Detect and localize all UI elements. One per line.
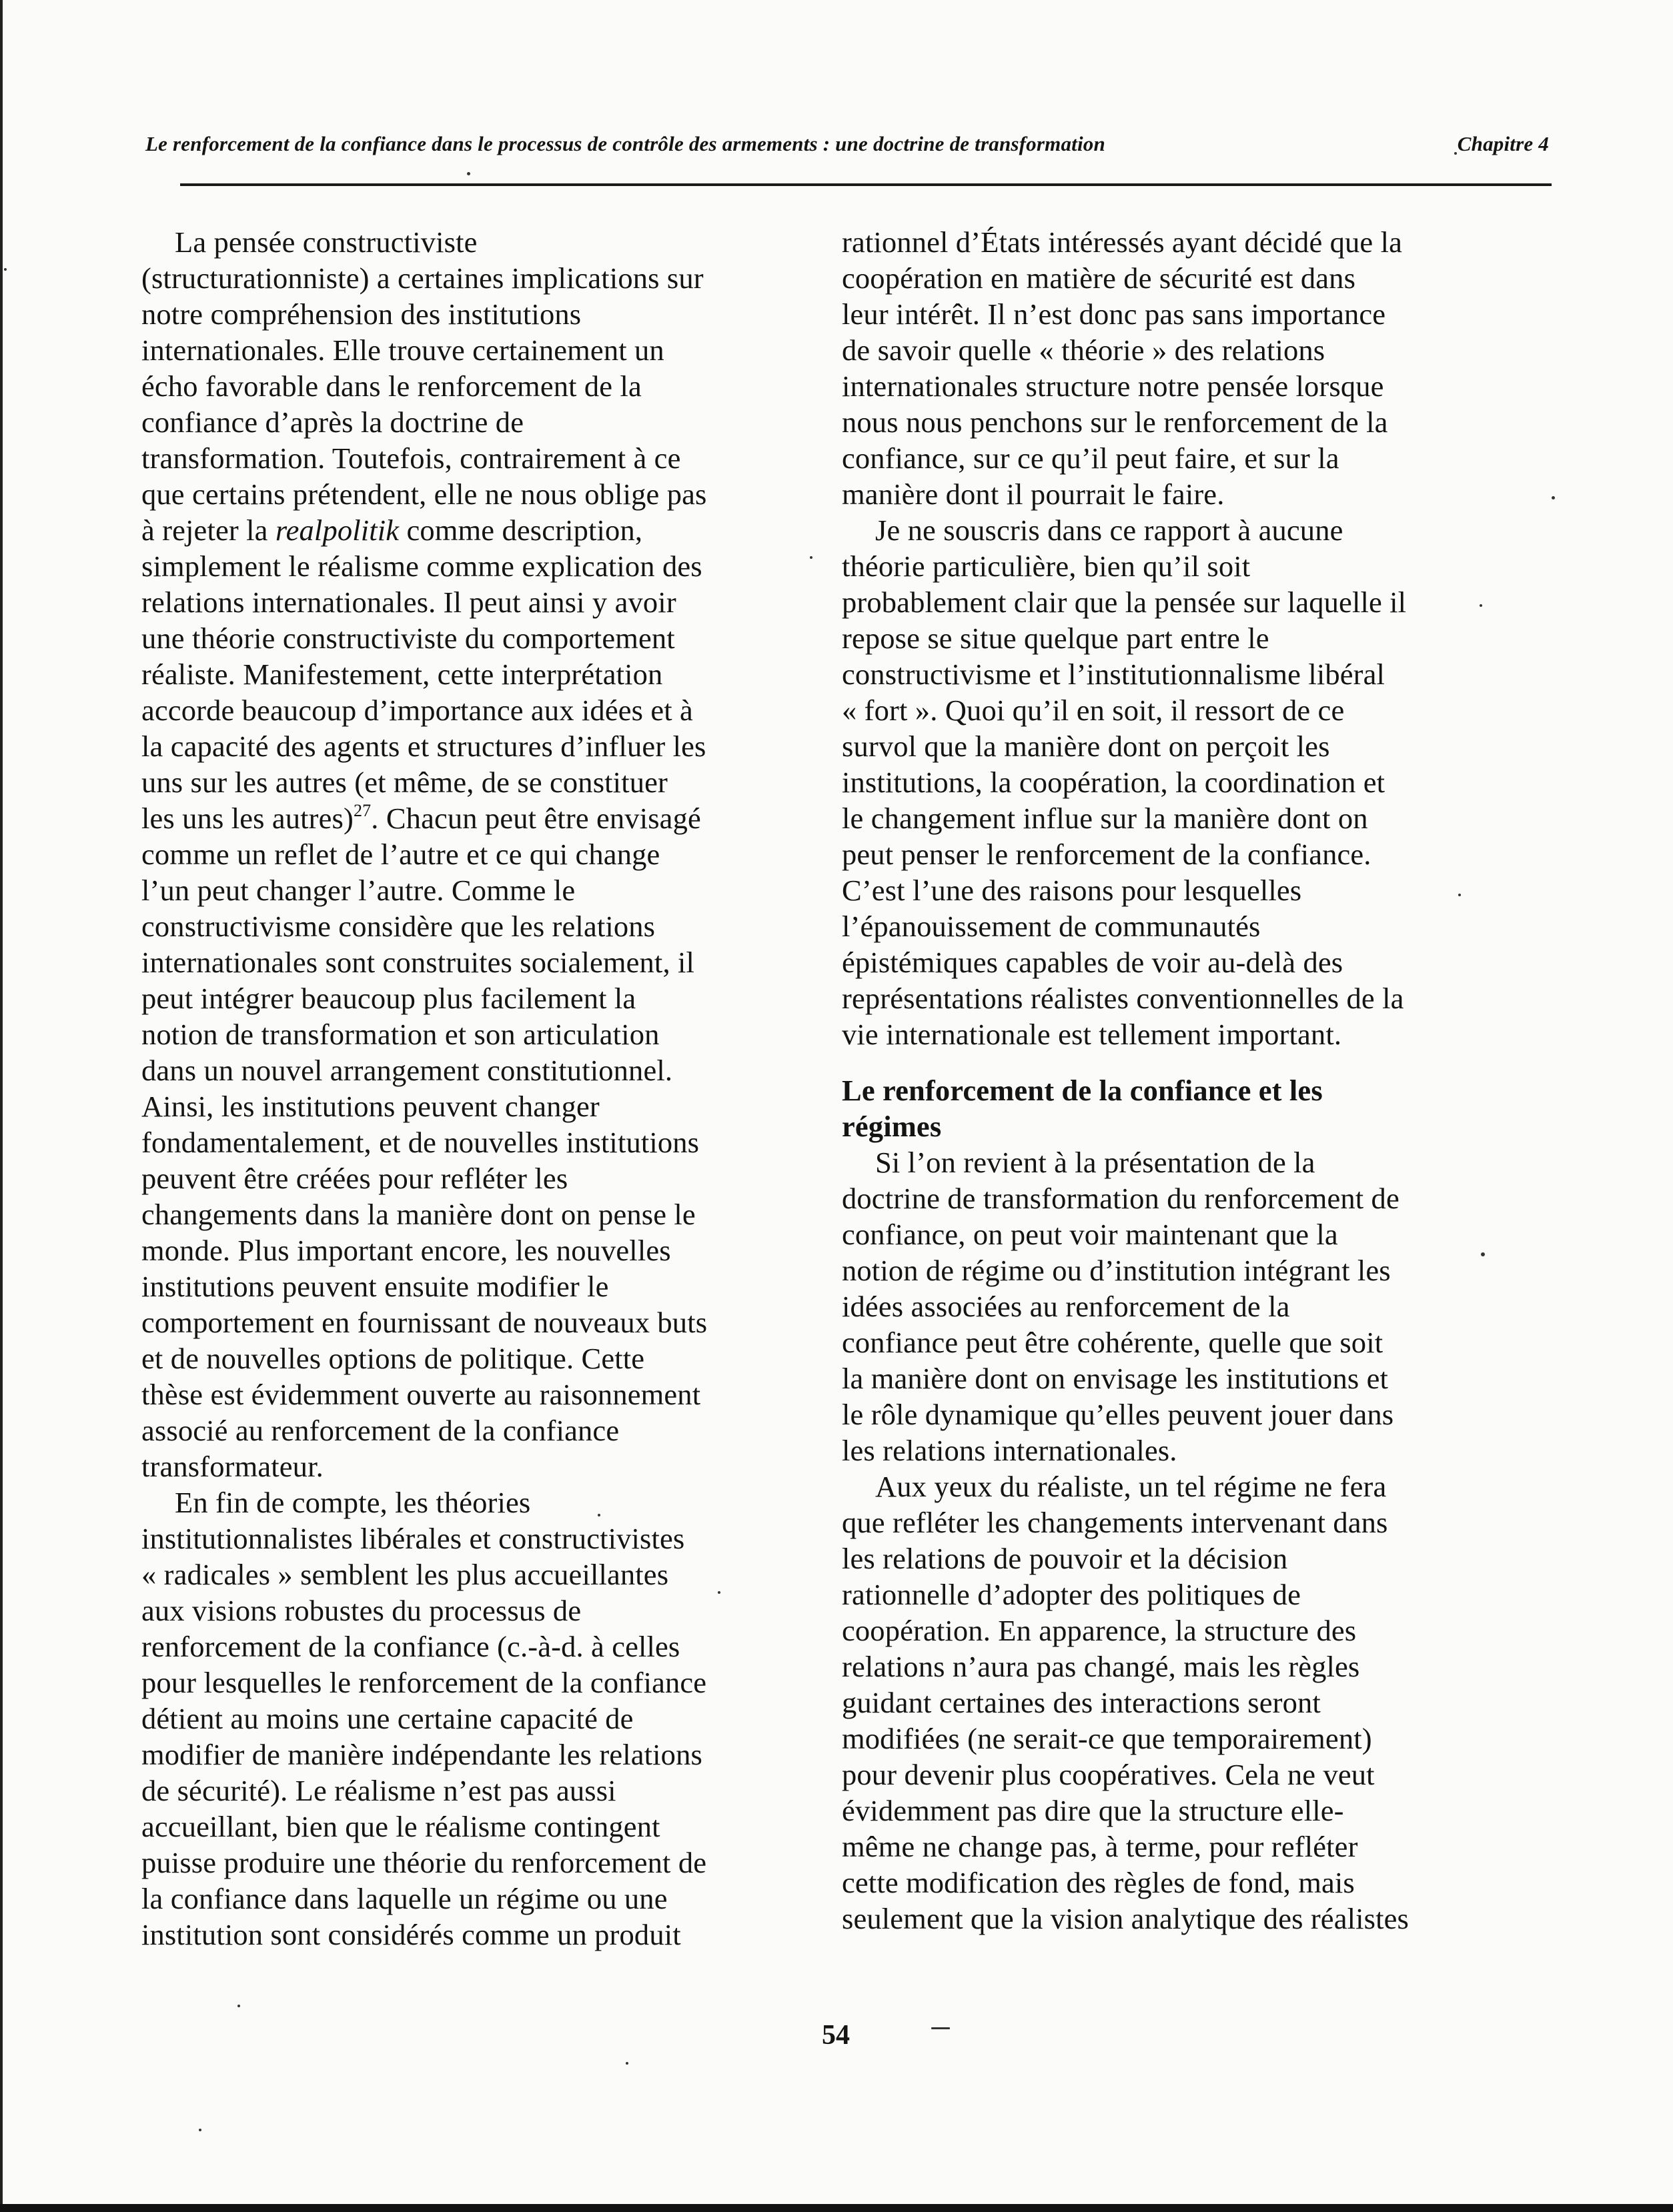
scan-speck [199,2129,201,2131]
text-line: uns sur les autres (et même, de se constituer [141,766,668,799]
text-line: la capacité des agents et structures d’influer les [141,730,706,763]
text-line: (structurationniste) a certaines implications sur [141,261,704,295]
text-line: idées associées au renforcement de la [842,1290,1290,1323]
text-line: « fort ». Quoi qu’il en soit, il ressort de ce [842,694,1345,727]
left-column [141,224,742,1953]
text-line: puisse produire une théorie du renforcement de [141,1846,707,1879]
right-column [842,224,1469,1937]
text-line: modifier de manière indépendante les relations [141,1738,702,1771]
scan-bottom-edge [0,2204,1673,2212]
running-title: Le renforcement de la confiance dans le processus de contrôle des armements : une doctrine de transformation [145,132,1105,155]
text-line: théorie particulière, bien qu’il soit [842,549,1251,583]
text-line: que refléter les changements intervenant dans [842,1506,1388,1539]
text-line: cette modification des règles de fond, mais [842,1866,1355,1899]
text-line: internationales. Elle trouve certainement un [141,333,664,367]
footnote-ref: 27 [353,801,372,820]
text-line: La pensée constructiviste [175,225,478,259]
text-line: accueillant, bien que le réalisme contingent [141,1810,660,1843]
text-line: Je ne souscris dans ce rapport à aucune [875,513,1343,547]
scan-speck [4,268,7,271]
text-line: Aux yeux du réaliste, un tel régime ne fera [875,1470,1387,1503]
text-line [141,512,742,548]
text-line: simplement le réalisme comme explication des [141,549,702,583]
text-line: nous nous penchons sur le renforcement de la [842,405,1388,439]
text-line: relations n’aura pas changé, mais les règles [842,1650,1360,1683]
text-line: survol que la manière dont on perçoit les [842,730,1330,763]
text-line: Si l’on revient à la présentation de la [875,1146,1315,1179]
text-line: de savoir quelle « théorie » des relations [842,333,1325,367]
text-line: repose se situe quelque part entre le [842,622,1269,655]
text-line: comme un reflet de l’autre et ce qui change [141,838,660,871]
text-line: une théorie constructiviste du comportement [141,622,675,655]
text-line: aux visions robustes du processus de [141,1594,582,1627]
text-line: l’épanouissement de communautés [842,910,1261,943]
text-line: peut intégrer beaucoup plus facilement la [141,982,636,1015]
text-line: probablement clair que la pensée sur laquelle il [842,586,1407,619]
text-line: institutions peuvent ensuite modifier le [141,1270,609,1303]
chapter-label: Chapitre 4 [1457,132,1549,155]
text-line: confiance peut être cohérente, quelle que soit [842,1326,1383,1359]
text-line: pour devenir plus coopératives. Cela ne veut [842,1758,1375,1791]
text-line: même ne change pas, à terme, pour refléter [842,1830,1358,1863]
text-run: les uns les autres) [141,802,354,835]
text-line: leur intérêt. Il n’est donc pas sans importance [842,297,1386,331]
text-line: thèse est évidemment ouverte au raisonnement [141,1378,701,1411]
text-line: coopération. En apparence, la structure des [842,1614,1357,1647]
text-line: renforcement de la confiance (c.-à-d. à celles [141,1630,680,1663]
text-line: transformateur. [141,1450,324,1483]
text-line: rationnelle d’adopter des politiques de [842,1578,1301,1611]
text-line: seulement que la vision analytique des réalistes [842,1902,1409,1935]
text-line: de sécurité). Le réalisme n’est pas aussi [141,1774,616,1807]
text-line: dans un nouvel arrangement constitutionnel. [141,1054,673,1087]
text-line: institutionnalistes libérales et constructivistes [141,1522,685,1555]
text-line: changements dans la manière dont on pense le [141,1198,696,1231]
text-line: modifiées (ne serait-ce que temporairement) [842,1722,1372,1755]
text-line: détient au moins une certaine capacité de [141,1702,634,1735]
scan-speck [1480,604,1482,607]
text-line: notre compréhension des institutions [141,297,582,331]
text-line: associé au renforcement de la confiance [141,1414,620,1447]
text-line: transformation. Toutefois, contrairement à ce [141,441,681,475]
text-line: « radicales » semblent les plus accueillantes [141,1558,669,1591]
scan-speck [1552,496,1555,499]
text-line: la confiance dans laquelle un régime ou une [141,1882,668,1915]
scan-speck [598,1514,600,1516]
scan-speck [1454,152,1457,155]
text-line: coopération en matière de sécurité est dans [842,261,1356,295]
text-line: l’un peut changer l’autre. Comme le [141,874,576,907]
section-spacer [842,1052,1469,1072]
italic-term: realpolitik [275,513,400,547]
text-line: rationnel d’États intéressés ayant décidé que la [842,225,1403,259]
text-line: notion de transformation et son articulation [141,1018,660,1051]
text-line: vie internationale est tellement important. [842,1018,1342,1051]
text-line: constructivisme considère que les relations [141,910,656,943]
scan-speck [810,556,812,559]
scan-speck [1458,894,1461,896]
text-line: constructivisme et l’institutionnalisme libéral [842,658,1385,691]
text-line: réaliste. Manifestement, cette interprétation [141,658,663,691]
text-line: évidemment pas dire que la structure elle- [842,1794,1344,1827]
text-line: fondamentalement, et de nouvelles institutions [141,1126,700,1159]
text-line: monde. Plus important encore, les nouvelles [141,1234,671,1267]
text-line: représentations réalistes conventionnelles de la [842,982,1404,1015]
text-line: manière dont il pourrait le faire. [842,477,1225,511]
text-line: C’est l’une des raisons pour lesquelles [842,874,1302,907]
text-line: peuvent être créées pour refléter les [141,1162,568,1195]
text-line: institutions, la coopération, la coordination et [842,766,1385,799]
text-run: . Chacun peut être envisagé [371,802,701,835]
text-run: comme description, [399,513,643,547]
text-line: pour lesquelles le renforcement de la confiance [141,1666,707,1699]
text-line [141,800,742,836]
text-run: à rejeter la [141,513,275,547]
text-line: Ainsi, les institutions peuvent changer [141,1090,600,1123]
text-line: internationales structure notre pensée lorsque [842,369,1384,403]
text-line: confiance, sur ce qu’il peut faire, et sur la [842,441,1339,475]
scan-speck [467,172,470,175]
scan-speck [626,2062,628,2065]
text-line: accorde beaucoup d’importance aux idées et à [141,694,693,727]
text-line: confiance, on peut voir maintenant que la [842,1218,1338,1251]
scan-speck [237,2005,240,2007]
section-heading: régimes [842,1110,942,1143]
text-line: relations internationales. Il peut ainsi y avoir [141,586,676,619]
text-line: institution sont considérés comme un produit [141,1918,681,1951]
text-line: peut penser le renforcement de la confiance. [842,838,1371,871]
text-line: En fin de compte, les théories [175,1486,531,1519]
text-line: guidant certaines des interactions seront [842,1686,1321,1719]
text-line: comportement en fournissant de nouveaux buts [141,1306,708,1339]
scan-speck [931,2027,950,2029]
text-line: écho favorable dans le renforcement de la [141,369,642,403]
text-line: internationales sont construites socialement, il [141,946,695,979]
scan-speck [718,1591,720,1594]
text-line: et de nouvelles options de politique. Cette [141,1342,645,1375]
header-rule [180,183,1552,186]
scan-left-edge [0,0,3,2212]
text-line: que certains prétendent, elle ne nous oblige pas [141,477,707,511]
section-heading: Le renforcement de la confiance et les [842,1074,1323,1107]
page-number: 54 [822,2020,850,2051]
text-line: doctrine de transformation du renforcement de [842,1182,1400,1215]
text-line: le rôle dynamique qu’elles peuvent jouer dans [842,1398,1394,1431]
running-header [145,132,1549,156]
text-line: épistémiques capables de voir au-delà des [842,946,1343,979]
text-line: les relations de pouvoir et la décision [842,1542,1288,1575]
text-line: la manière dont on envisage les institutions et [842,1362,1389,1395]
text-line: le changement influe sur la manière dont on [842,802,1368,835]
scan-speck [1481,1252,1485,1256]
text-line: confiance d’après la doctrine de [141,405,524,439]
text-line: notion de régime ou d’institution intégrant les [842,1254,1391,1287]
text-line: les relations internationales. [842,1434,1177,1467]
